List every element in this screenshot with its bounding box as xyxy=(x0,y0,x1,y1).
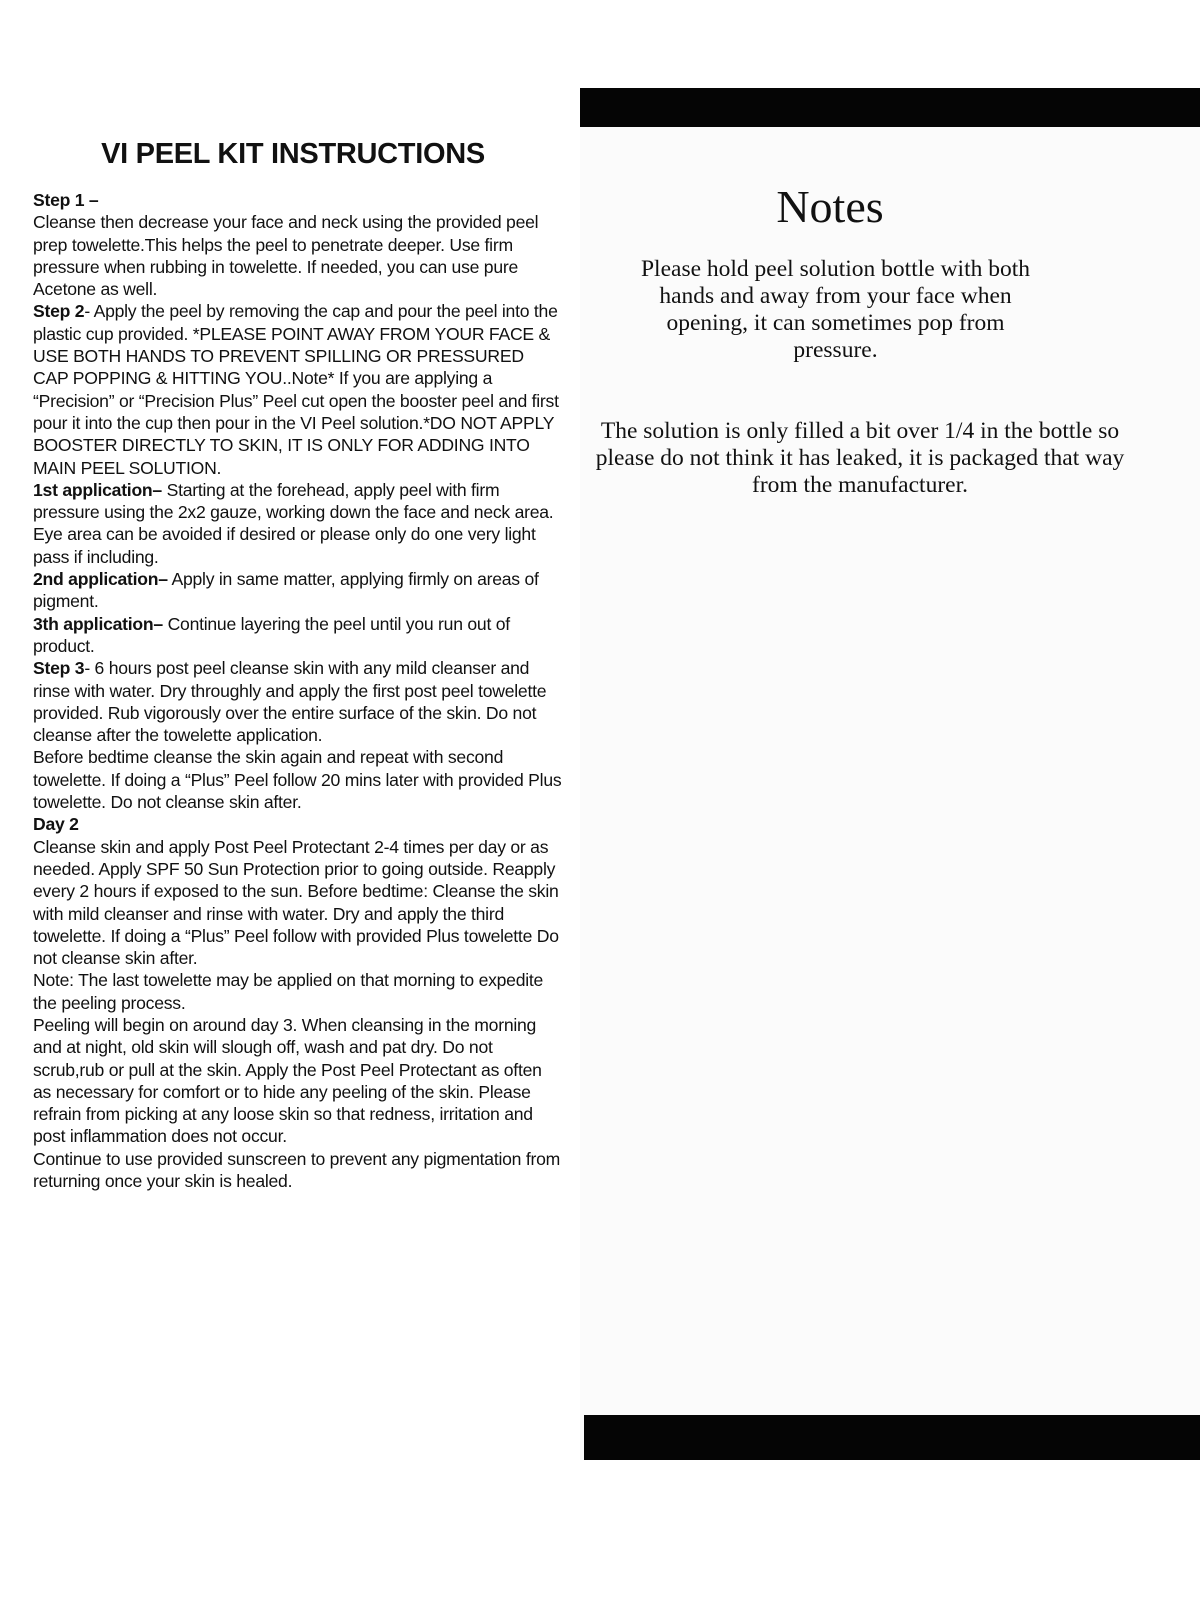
bottom-black-bar xyxy=(584,1415,1200,1460)
note-paragraph: Note: The last towelette may be applied on that morning to expedite the peeling process. xyxy=(33,970,544,1013)
step-label: 1st application– xyxy=(33,479,162,500)
first-application xyxy=(33,479,563,568)
step-3 xyxy=(33,657,563,746)
page-title: VI PEEL KIT INSTRUCTIONS xyxy=(101,138,485,170)
second-application xyxy=(33,568,563,613)
step-label: 2nd application– xyxy=(33,569,168,590)
note-bottle-handling: Please hold peel solution bottle with both hands and away from your face when opening, it can sometimes pop from pressure. xyxy=(640,256,1030,363)
step-label: Step 1 – xyxy=(33,190,99,210)
sunscreen-paragraph: Continue to use provided sunscreen to prevent any pigmentation from returning once your skin is healed. xyxy=(33,1148,561,1192)
step-label: Step 2 xyxy=(33,301,85,322)
day-2-text: Cleanse skin and apply Post Peel Protectant 2-4 times per day or as needed. Apply SPF 50 Sun Protection prior to going outside. Reapply every 2 hours if exposed to the sun. Before bedtime: Cleanse the skin with mild cleanser and rinse with water. Dry and apply the third towelette. If doing a “Plus” Peel follow with provided Plus towelette Do not cleanse skin after. xyxy=(33,836,559,969)
day-2-heading xyxy=(33,813,563,835)
note-fill-level: The solution is only filled a bit over 1/4 in the bottle so please do not think it has leaked, it is packaged that way from the manufacturer. xyxy=(595,418,1125,498)
step-text: - 6 hours post peel cleanse skin with any mild cleanser and rinse with water. Dry throughly and apply the first post peel towelette provided. Rub vigorously over the entire surface of the skin. Do not cleanse after the towelette application. xyxy=(33,658,547,746)
step-label: 3th application– xyxy=(33,613,163,634)
instructions-column xyxy=(33,138,563,1192)
step-text: - Apply the peel by removing the cap and pour the peel into the plastic cup provided. *PLEASE POINT AWAY FROM YOUR FACE & USE BOTH HANDS TO PREVENT SPILLING OR PRESSURED CAP POPPING & HITTING YOU..Note* If you are applying a “Precision” or “Precision Plus” Peel cut open the booster peel and first pour it into the cup then pour in the VI Peel solution.*DO NOT APPLY BOOSTER DIRECTLY TO SKIN, IT IS ONLY FOR ADDING INTO MAIN PEEL SOLUTION. xyxy=(33,301,559,478)
step-label: Day 2 xyxy=(33,814,79,835)
step-text: Continue layering the peel until you run out of product. xyxy=(33,613,510,656)
step-1-text: Cleanse then decrease your face and neck using the provided peel prep towelette.This helps the peel to penetrate deeper. Use firm pressure when rubbing in towelette. If needed, you can use pure Acetone as well. xyxy=(33,212,539,300)
step-1-heading xyxy=(33,189,563,211)
peeling-paragraph: Peeling will begin on around day 3. When cleansing in the morning and at night, old skin will slough off, wash and pat dry. Do not scrub,rub or pull at the skin. Apply the Post Peel Protectant as often as necessary for comfort or to hide any peeling of the skin. Please refrain from picking at any loose skin so that redness, irritation and post inflammation does not occur. xyxy=(33,1014,542,1147)
step-text: Apply in same matter, applying firmly on areas of pigment. xyxy=(33,569,539,612)
step-label: Step 3 xyxy=(33,658,85,679)
instructions-body xyxy=(33,189,563,1192)
step-text: Starting at the forehead, apply peel with firm pressure using the 2x2 gauze, working down the face and neck area. Eye area can be avoided if desired or please only do one very light pass if including. xyxy=(33,479,554,567)
notes-panel xyxy=(580,88,1200,1460)
step-2 xyxy=(33,300,563,478)
top-black-bar xyxy=(580,88,1200,127)
third-application xyxy=(33,613,563,658)
bedtime-paragraph: Before bedtime cleanse the skin again and repeat with second towelette. If doing a “Plus” Peel follow 20 mins later with provided Plus towelette. Do not cleanse skin after. xyxy=(33,747,562,813)
notes-title: Notes xyxy=(776,181,884,232)
